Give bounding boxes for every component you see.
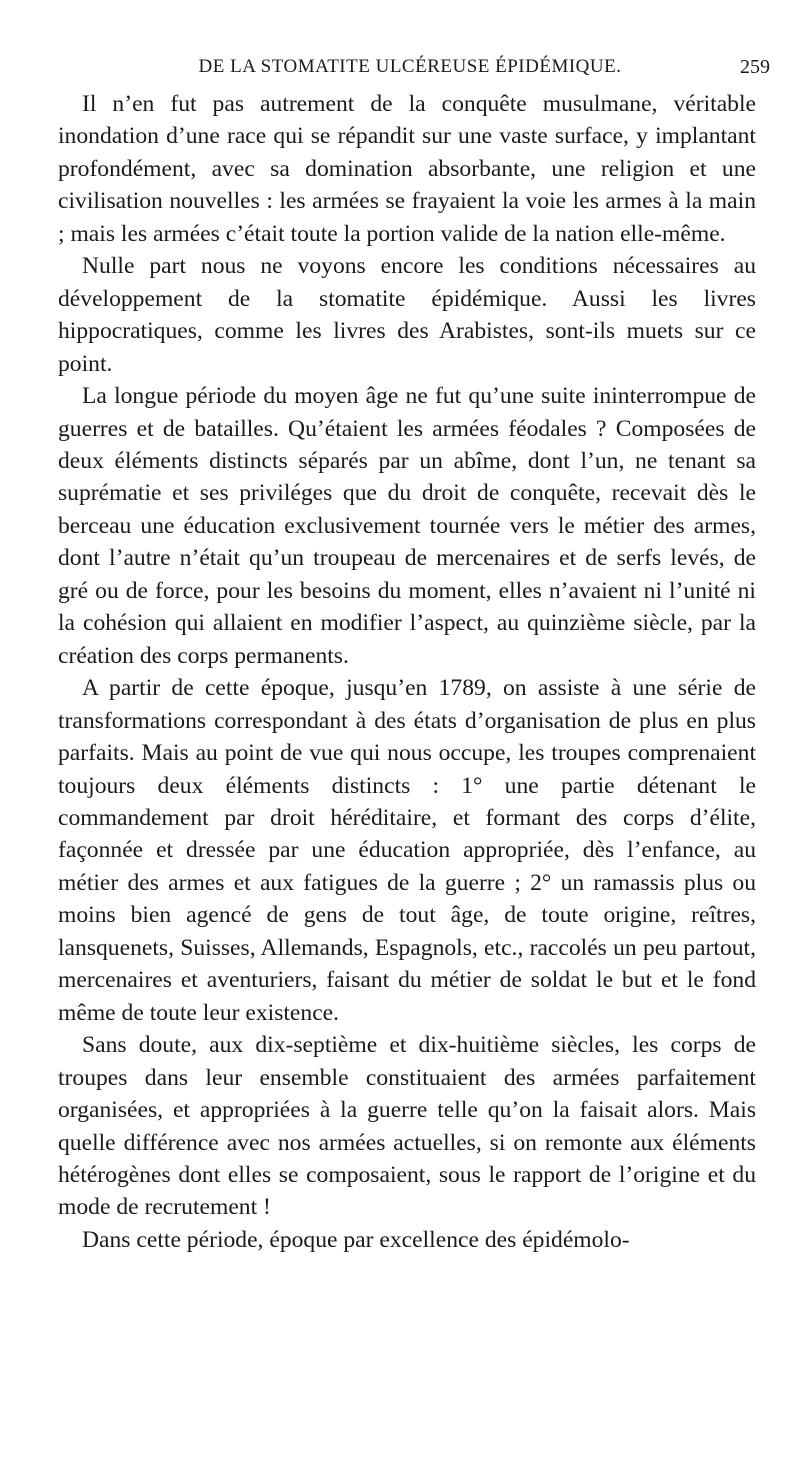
running-title: DE LA STOMATITE ULCÉREUSE ÉPIDÉMIQUE.	[198, 56, 622, 77]
paragraph: A partir de cette époque, jusqu’en 1789, on assiste à une série de transformations correspondant à des états d’organisation de plus en plus parfaits. Mais au point de vue qui nous occupe, les troupes comprenaient toujours deux éléments distincts : 1° une partie détenant le commandement par droit héréditaire, et formant des corps d’élite, façonnée et dressée par une éducation appropriée, dès l’enfance, au métier des armes et aux fatigues de la guerre ; 2° un ramassis plus ou moins bien agencé de gens de tout âge, de toute origine, reîtres, lansquenets, Suisses, Allemands, Espagnols, etc., raccolés un peu partout, mercenaires et aventuriers, faisant du métier de soldat le but et le fond même de toute leur existence.	[58, 675, 756, 1026]
paragraph: Dans cette période, époque par excellence des épidémolo-	[82, 1226, 630, 1253]
page-number: 259	[740, 56, 770, 78]
running-header	[80, 54, 770, 82]
paragraph: La longue période du moyen âge ne fut qu’une suite ininterrompue de guerres et de batailles. Qu’étaient les armées féodales ? Composées de deux éléments distincts séparés par un abîme, dont l’un, ne tenant sa suprématie et ses priviléges que du droit de conquête, recevait dès le berceau une éducation exclusivement tournée vers le métier des armes, dont l’autre n’était qu’un troupeau de mercenaires et de serfs levés, de gré ou de force, pour les besoins du moment, elles n’avaient ni l’unité ni la cohésion qui allaient en modifier l’aspect, au quinzième siècle, par la création des corps permanents.	[58, 383, 756, 669]
paragraph: Il n’en fut pas autrement de la conquête musulmane, véritable inondation d’une race qui se répandit sur une vaste surface, y implantant profondément, avec sa domination absorbante, une religion et une civilisation nouvelles : les armées se frayaient la voie les armes à la main ; mais les armées c’était toute la portion valide de la nation elle-même.	[58, 91, 756, 247]
paragraph: Nulle part nous ne voyons encore les conditions nécessaires au développement de la stomatite épidémique. Aussi les livres hippocratiques, comme les livres des Arabistes, sont-ils muets sur ce point.	[58, 253, 756, 377]
paragraph: Sans doute, aux dix-septième et dix-huitième siècles, les corps de troupes dans leur ensemble constituaient des armées parfaitement organisées, et appropriées à la guerre telle qu’on la faisait alors. Mais quelle différence avec nos armées actuelles, si on remonte aux éléments hétérogènes dont elles se composaient, sous le rapport de l’origine et du mode de recrutement !	[58, 1032, 756, 1221]
body-text	[58, 88, 756, 1256]
